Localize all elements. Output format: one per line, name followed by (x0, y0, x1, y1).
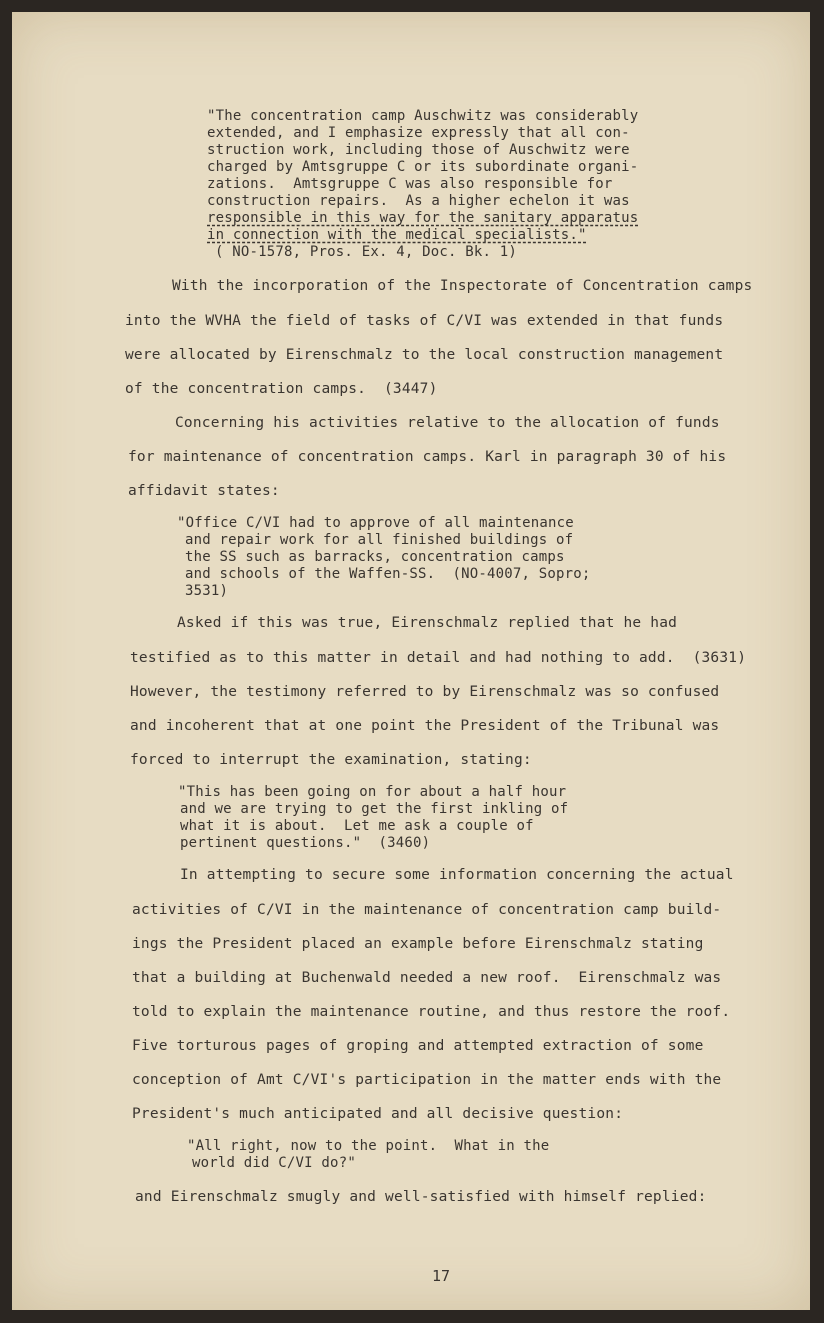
paragraph-line: activities of C/VI in the maintenance of concentration camp build- (132, 902, 722, 918)
paragraph-line: into the WVHA the field of tasks of C/VI was extended in that funds (125, 313, 724, 329)
quote-line: construction repairs. As a higher echelon it was (207, 193, 630, 209)
paragraph-line: affidavit states: (128, 483, 280, 499)
quote-line: "The concentration camp Auschwitz was considerably (207, 108, 639, 124)
quote-line: pertinent questions." (3460) (180, 835, 431, 851)
quote-line: and repair work for all finished buildings of (185, 532, 574, 548)
paragraph-line: conception of Amt C/VI's participation in the matter ends with the (132, 1072, 722, 1088)
paragraph-line: However, the testimony referred to by Eirenschmalz was so confused (130, 684, 720, 700)
quote-line: "Office C/VI had to approve of all maintenance (177, 515, 574, 531)
paragraph-line: ings the President placed an example before Eirenschmalz stating (132, 936, 704, 952)
quote-line: 3531) (185, 583, 229, 599)
page-number: 17 (432, 1267, 451, 1285)
quote-line: what it is about. Let me ask a couple of (180, 818, 534, 834)
paragraph-line: Asked if this was true, Eirenschmalz replied that he had (177, 615, 678, 631)
quote-line: the SS such as barracks, concentration camps (185, 549, 565, 565)
paragraph-line: and incoherent that at one point the President of the Tribunal was (130, 718, 720, 734)
paragraph-line: Five torturous pages of groping and attempted extraction of some (132, 1038, 704, 1054)
quote-line: charged by Amtsgruppe C or its subordinate organi- (207, 159, 639, 175)
quote-line: world did C/VI do?" (192, 1155, 356, 1171)
quote-line: extended, and I emphasize expressly that all con- (207, 125, 630, 141)
quote-line: struction work, including those of Auschwitz were (207, 142, 630, 158)
paragraph-line: President's much anticipated and all decisive question: (132, 1106, 624, 1122)
paragraph-line: In attempting to secure some information concerning the actual (180, 867, 734, 883)
paragraph-line: testified as to this matter in detail and had nothing to add. (3631) (130, 650, 747, 666)
quote-line: responsible in this way for the sanitary apparatus (207, 210, 639, 226)
document-page (12, 12, 810, 1310)
quote-line: in connection with the medical specialists." (207, 227, 587, 243)
quote-line: and we are trying to get the first inkling of (180, 801, 569, 817)
paragraph-line: With the incorporation of the Inspectorate of Concentration camps (172, 278, 753, 294)
quote-line: zations. Amtsgruppe C was also responsible for (207, 176, 613, 192)
paragraph-line: that a building at Buchenwald needed a new roof. Eirenschmalz was (132, 970, 722, 986)
quote-line: "All right, now to the point. What in the (187, 1138, 550, 1154)
quote-line: and schools of the Waffen-SS. (NO-4007, Sopro; (185, 566, 591, 582)
paragraph-line: of the concentration camps. (3447) (125, 381, 438, 397)
paragraph-line: for maintenance of concentration camps. Karl in paragraph 30 of his (128, 449, 727, 465)
paragraph-line: Concerning his activities relative to the allocation of funds (175, 415, 720, 431)
paragraph-line: and Eirenschmalz smugly and well-satisfied with himself replied: (135, 1189, 707, 1205)
paragraph-line: told to explain the maintenance routine, and thus restore the roof. (132, 1004, 731, 1020)
quote-line: "This has been going on for about a half hour (178, 784, 567, 800)
paragraph-line: were allocated by Eirenschmalz to the local construction management (125, 347, 724, 363)
paragraph-line: forced to interrupt the examination, stating: (130, 752, 532, 768)
citation: ( NO-1578, Pros. Ex. 4, Doc. Bk. 1) (215, 244, 518, 260)
